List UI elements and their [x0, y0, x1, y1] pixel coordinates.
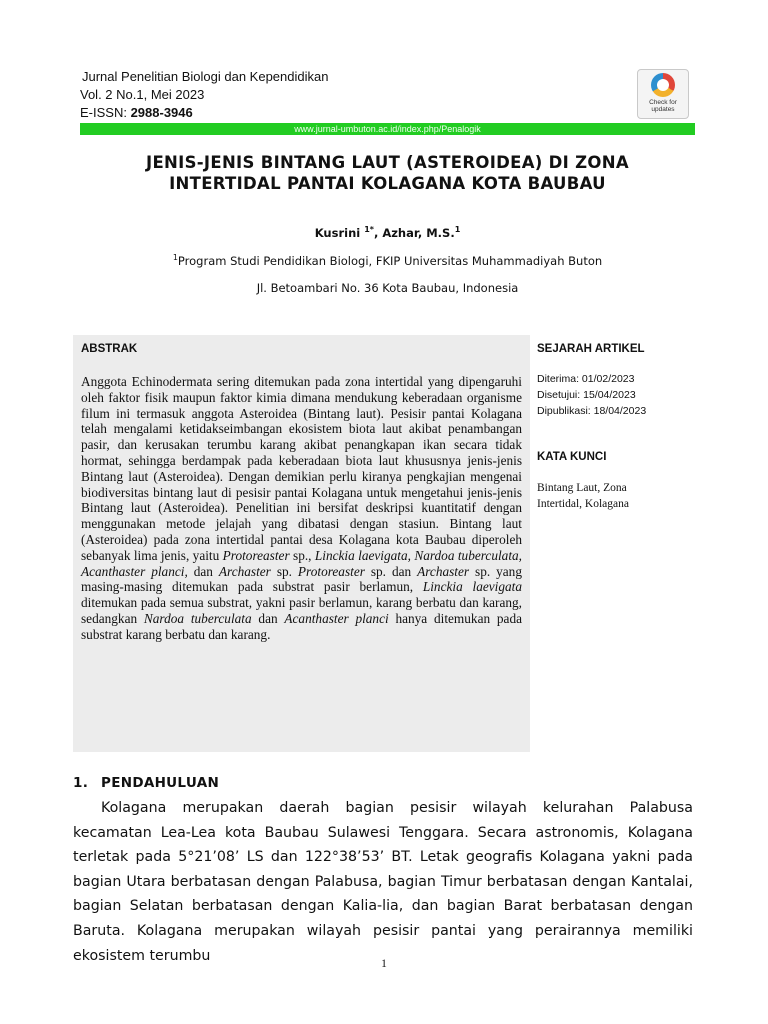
history-published: Dipublikasi: 18/04/2023 [537, 405, 647, 417]
section-paragraph: Kolagana merupakan daerah bagian pesisir wilayah kelurahan Palabusa kecamatan Lea-Lea kota Baubau Sulawesi Tenggara. Secara astronomis, Kolagana terletak pada 5°21’08’ LS dan 122°38’53’ BT. Letak geografis Kolagana yakni pada bagian Utara berbatasan dengan Palabusa, bagian Timur berbatasan dengan Kantalai, bagian Selatan berbatasan dengan Kalia-lia, dan bagian Barat berbatasan dengan Baruta. Kolagana merupakan wilayah pesisir pantai yang perairannya memiliki ekosistem terumbu [73, 800, 693, 964]
article-affiliation [80, 253, 695, 268]
abstract-part: dan [187, 563, 219, 579]
author-1-sup: 1* [364, 225, 374, 234]
author-1: Kusrini [314, 225, 365, 240]
journal-name: Jurnal Penelitian Biologi dan Kependidikan [82, 69, 329, 84]
check-updates-icon [651, 73, 675, 97]
title-line-2: INTERTIDAL PANTAI KOLAGANA KOTA BAUBAU [169, 174, 606, 193]
affiliation-text: Program Studi Pendidikan Biologi, FKIP Universitas Muhammadiyah Buton [177, 253, 603, 268]
species-name: Nardoa tuberculata [143, 610, 252, 626]
species-name: Protoreaster [297, 563, 365, 579]
history-received: Diterima: 01/02/2023 [537, 373, 635, 385]
article-address: Jl. Betoambari No. 36 Kota Baubau, Indonesia [256, 281, 519, 295]
article-title [80, 152, 695, 194]
abstract-heading: ABSTRAK [81, 343, 138, 355]
abstract-part: Anggota Echinodermata sering ditemukan pada zona intertidal yang dipengaruhi oleh faktor fisik maupun faktor kimia dimana mendukung keberadaan organisme filum ini termasuk anggota Asteroidea (Bintang laut). Pesisir pantai Kolagana telah mengalami ketidakseimbangan ekosistem biota laut akibat penambangan pasir, dan kerusakan terumbu karang akibat penangkapan ikan secara tidak hormat, sehingga berdampak pada keberadaan biota laut khususnya jenis-jenis Bintang laut (Asteroidea). Dengan demikian perlu kiranya pengkajian mengenai biodiversitas bintang laut di pesisir pantai Kolagana untuk mengetahui jenis-jenis Bintang laut (Asteroidea). Penelitian ini bersifat deskripsi kuantitatif dengan menggunakan metode jelajah yang dibatasi dengan stasiun. Bintang laut (Asteroidea) pada zona intertidal pantai desa Kolagana kota Baubau diperoleh sebanyak lima jenis, yaitu [81, 374, 522, 563]
section-title: PENDAHULUAN [101, 775, 220, 791]
journal-issn [80, 105, 193, 120]
issn-label: E-ISSN: [80, 105, 131, 120]
journal-volume: Vol. 2 No.1, Mei 2023 [80, 87, 205, 102]
issn-value: 2988-3946 [130, 105, 193, 120]
section-number: 1. [73, 775, 89, 791]
check-for-updates-badge[interactable] [637, 69, 689, 119]
species-name: Protoreaster [222, 547, 290, 563]
affiliation-sup: 1 [172, 253, 178, 262]
badge-label-line1: Check for [649, 99, 677, 106]
species-name: Archaster [218, 563, 271, 579]
abstract-part: ditemukan pada semua substrat, yakni pasir berlamun, karang berbatu dan karang, sedangkan [81, 595, 522, 626]
keywords-heading: KATA KUNCI [537, 451, 607, 463]
species-name: Archaster [417, 563, 470, 579]
section-heading [73, 775, 219, 791]
article-authors [80, 225, 695, 240]
title-line-1: JENIS-JENIS BINTANG LAUT (ASTEROIDEA) DI ZONA [146, 153, 629, 172]
abstract-part: sp. dan [364, 563, 418, 579]
article-history-heading: SEJARAH ARTIKEL [537, 343, 645, 355]
abstract-part: sp. [270, 563, 298, 579]
keywords-list: Bintang Laut, Zona Intertidal, Kolagana [537, 482, 629, 510]
page-number: 1 [381, 958, 387, 970]
abstract-text [81, 374, 522, 643]
abstract-part: hanya ditemukan pada substrat karang berbatu dan karang. [81, 610, 522, 642]
species-name: Linckia laevigata [422, 579, 522, 595]
abstract-part: dan [251, 610, 285, 626]
abstract-part: sp. yang masing-masing ditemukan pada substrat pasir berlamun, [81, 563, 522, 595]
species-name: Linckia laevigata, Nardoa tuberculata, Acanthaster planci, [81, 547, 522, 579]
badge-label-line2: updates [651, 106, 675, 113]
journal-url-link[interactable]: www.jurnal-umbuton.ac.id/index.php/Penalogik [294, 124, 481, 134]
badge-label [638, 99, 688, 113]
abstract-part: sp., [289, 547, 315, 563]
author-2: , Azhar, M.S. [373, 225, 455, 240]
species-name: Acanthaster planci [284, 610, 389, 626]
author-2-sup: 1 [454, 225, 461, 234]
history-approved: Disetujui: 15/04/2023 [537, 389, 636, 401]
